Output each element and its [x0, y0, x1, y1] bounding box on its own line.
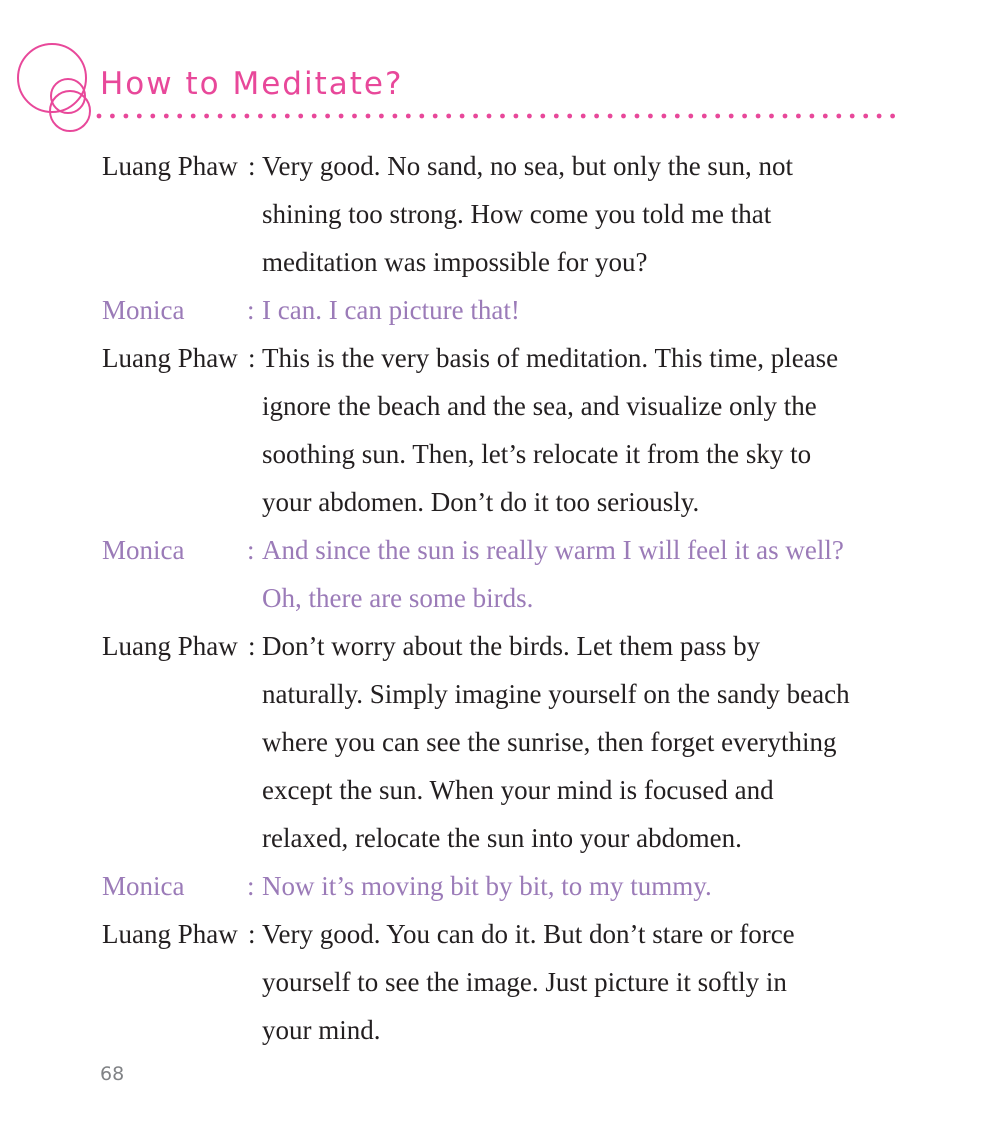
speaker-colon: :: [248, 343, 256, 373]
speech-text: [262, 910, 922, 1054]
speaker-name: Monica: [102, 535, 185, 565]
dialogue-entry: [102, 142, 922, 286]
speaker-colon: :: [248, 631, 256, 661]
divider-dot: [769, 114, 774, 119]
divider-dot: [823, 114, 828, 119]
page-number: 68: [100, 1063, 125, 1085]
divider-dot: [312, 114, 317, 119]
divider-dot: [150, 114, 155, 119]
divider-dot: [218, 114, 223, 119]
speaker-label: [102, 142, 262, 190]
divider-dot: [581, 114, 586, 119]
speech-line: Now it’s moving bit by bit, to my tummy.: [262, 871, 712, 901]
speech-line: naturally. Simply imagine yourself on the sandy beach: [262, 679, 850, 709]
divider-dot: [204, 114, 209, 119]
divider-dot: [298, 114, 303, 119]
speech-line: where you can see the sunrise, then forget everything: [262, 727, 837, 757]
divider-dot: [110, 114, 115, 119]
speech-text: [262, 142, 922, 286]
divider-dot: [742, 114, 747, 119]
divider-dot: [433, 114, 438, 119]
speaker-label: [102, 526, 262, 574]
divider-dot: [621, 114, 626, 119]
divider-dot: [258, 114, 263, 119]
divider-dot: [567, 114, 572, 119]
divider-dot: [662, 114, 667, 119]
speaker-name: Monica: [102, 295, 185, 325]
speech-text: [262, 862, 922, 910]
divider-dot: [514, 114, 519, 119]
divider-dot: [473, 114, 478, 119]
divider-dot: [231, 114, 236, 119]
divider-dot: [379, 114, 384, 119]
divider-dot: [648, 114, 653, 119]
divider-dot: [527, 114, 532, 119]
dialogue-section: [102, 142, 922, 1054]
divider-dot: [419, 114, 424, 119]
divider-dot: [635, 114, 640, 119]
divider-dot: [393, 114, 398, 119]
divider-dot: [460, 114, 465, 119]
divider-dot: [487, 114, 492, 119]
speaker-label: [102, 622, 262, 670]
speaker-name: Luang Phaw: [102, 919, 238, 949]
divider-dot: [554, 114, 559, 119]
speech-line: This is the very basis of meditation. This time, please: [262, 343, 839, 373]
divider-dot: [715, 114, 720, 119]
dialogue-entry: [102, 286, 922, 334]
divider-dot: [756, 114, 761, 119]
divider-dot: [850, 114, 855, 119]
speech-line: meditation was impossible for you?: [262, 247, 648, 277]
speech-line: And since the sun is really warm I will feel it as well?: [262, 535, 844, 565]
dotted-divider: [96, 109, 906, 123]
speaker-name: Luang Phaw: [102, 631, 238, 661]
speaker-name: Luang Phaw: [102, 343, 238, 373]
divider-dot: [271, 114, 276, 119]
divider-dot: [325, 114, 330, 119]
divider-dot: [285, 114, 290, 119]
divider-dot: [352, 114, 357, 119]
speaker-label: [102, 862, 262, 910]
divider-dot: [191, 114, 196, 119]
speech-text: [262, 334, 922, 526]
speech-line: your abdomen. Don’t do it too seriously.: [262, 487, 700, 517]
speaker-colon: :: [247, 295, 255, 325]
divider-dot: [702, 114, 707, 119]
divider-dot: [688, 114, 693, 119]
dialogue-entry: [102, 334, 922, 526]
speech-line: Very good. You can do it. But don’t stare or force: [262, 919, 795, 949]
speech-line: your mind.: [262, 1015, 381, 1045]
divider-dot: [137, 114, 142, 119]
divider-dot: [124, 114, 129, 119]
divider-dot: [446, 114, 451, 119]
divider-dot: [245, 114, 250, 119]
dialogue-entry: [102, 622, 922, 862]
divider-dot: [97, 114, 102, 119]
divider-dot: [877, 114, 882, 119]
speech-line: shining too strong. How come you told me that: [262, 199, 772, 229]
speaker-name: Monica: [102, 871, 185, 901]
speech-line: relaxed, relocate the sun into your abdomen.: [262, 823, 742, 853]
divider-dot: [836, 114, 841, 119]
speech-line: ignore the beach and the sea, and visualize only the: [262, 391, 817, 421]
divider-dot: [608, 114, 613, 119]
divider-dot: [729, 114, 734, 119]
speech-text: [262, 622, 922, 862]
divider-dot: [164, 114, 169, 119]
overlapping-circles-icon: [12, 40, 112, 140]
speaker-colon: :: [247, 871, 255, 901]
speech-line: Don’t worry about the birds. Let them pass by: [262, 631, 761, 661]
page-title: How to Meditate?: [100, 66, 404, 102]
divider-dot: [594, 114, 599, 119]
divider-dot: [675, 114, 680, 119]
dialogue-entry: [102, 526, 922, 622]
speaker-label: [102, 286, 262, 334]
page-header: [0, 0, 1000, 140]
divider-dot: [339, 114, 344, 119]
divider-dot: [863, 114, 868, 119]
speaker-colon: :: [248, 919, 256, 949]
divider-dot: [366, 114, 371, 119]
divider-dot: [890, 114, 895, 119]
speech-text: [262, 286, 922, 334]
speech-line: Very good. No sand, no sea, but only the sun, not: [262, 151, 793, 181]
speech-text: [262, 526, 922, 622]
dialogue-entry: [102, 862, 922, 910]
divider-dot: [406, 114, 411, 119]
speech-line: except the sun. When your mind is focused and: [262, 775, 774, 805]
speaker-name: Luang Phaw: [102, 151, 238, 181]
divider-dot: [810, 114, 815, 119]
speech-line: yourself to see the image. Just picture it softly in: [262, 967, 787, 997]
dialogue-entry: [102, 910, 922, 1054]
divider-dot: [783, 114, 788, 119]
speech-line: I can. I can picture that!: [262, 295, 520, 325]
speaker-colon: :: [247, 535, 255, 565]
speaker-label: [102, 910, 262, 958]
divider-dot: [540, 114, 545, 119]
speech-line: soothing sun. Then, let’s relocate it from the sky to: [262, 439, 812, 469]
speaker-colon: :: [248, 151, 256, 181]
speaker-label: [102, 334, 262, 382]
divider-dot: [177, 114, 182, 119]
divider-dot: [796, 114, 801, 119]
divider-dot: [500, 114, 505, 119]
speech-line: Oh, there are some birds.: [262, 583, 534, 613]
